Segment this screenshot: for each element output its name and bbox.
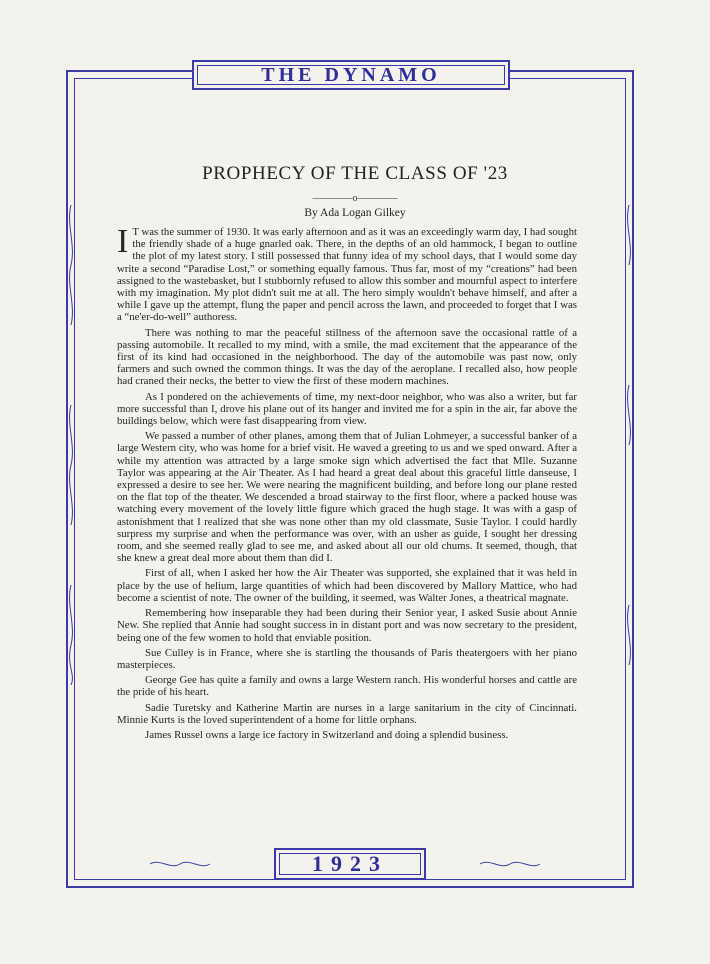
year-label: 1923	[312, 851, 388, 876]
drop-cap: I	[117, 223, 129, 260]
paragraph: First of all, when I asked her how the Air Theater was supported, she explained that it was held in place by the use of helium, large quantities of which had been discovered by Mallory Mattice, who had become a scientist of note. The owner of the building, it seemed, was Walter Jones, a theatrical magnate.	[117, 567, 577, 604]
masthead-title: THE DYNAMO	[261, 63, 441, 86]
article-body	[117, 223, 577, 744]
paragraph: George Gee has quite a family and owns a large Western ranch. His wonderful horses and cattle are the pride of his heart.	[117, 674, 577, 699]
left-border-ornament	[64, 205, 78, 685]
article-heading: PROPHECY OF THE CLASS OF '23	[202, 163, 508, 184]
paragraph: We passed a number of other planes, among them that of Julian Lohmeyer, a successful banker of a large Western city, who was home for a brief visit. He waved a greeting to us and we sped onward. After a while my attention was attracted by a large smoke sign which advertised the fact that Mlle. Suzanne Taylor was appearing at the Air Theater. As I had heard a great deal about this graceful little danseuse, I expressed a desire to see her. We were nearing the magnificent building, and before long our plane rested on the flat top of the theater. We descended a broad stairway to the first floor, where a packed house was watching every movement of the lovely little figure which graced the hugh stage. It was with a gasp of astonishment that I realized that she was none other than my old classmate, Susie Taylor. I could hardly surpress my surprise and when the performance was over, with an usher as guide, I sought her dressing room, and she seemed really glad to see me, and asked about all our old chums. It seemed, though, that she knew a great deal more about them than did I.	[117, 430, 577, 565]
paragraph: James Russel owns a large ice factory in Switzerland and doing a splendid business.	[145, 728, 509, 741]
article-byline: By Ada Logan Gilkey	[304, 207, 406, 219]
paragraph-text: T was the summer of 1930. It was early afternoon and as it was an exceedingly warm day, I had sought the friendly shade of a huge gnarled oak. There, in the depths of an old hammock, I began to outline the plot of my latest story. I still possessed that funny idea of my school days, that I would some day write a second “Paradise Lost,” or something equally famous. Thus far, most of my “creations” had been assigned to the wastebasket, but I stubbornly refused to allow this somber and mournful aspect to interfere with my imagination. My plot didn't suit me at all. The hero simply wouldn't behave himself, and after a while I gave up the attempt, flung the paper and pencil across the lawn, and proceeded to forget that I was a “ne'er-do-well” authoress.	[117, 226, 577, 324]
year-box	[274, 848, 426, 880]
paragraph: Sue Culley is in France, where she is startling the thousands of Paris theatergoers with her piano masterpieces.	[117, 646, 577, 671]
paragraph: Remembering how inseparable they had been during their Senior year, I asked Susie about Annie New. She replied that Annie had sought success in in distant port and was now secretary to the president, being one of the few women to hold that enviable position.	[117, 607, 577, 644]
paragraph: There was nothing to mar the peaceful stillness of the afternoon save the occasional rattle of a passing automobile. It recalled to my mind, with a smile, the mad excitement that the appearance of the first of its kind had occasioned in the neighborhood. The day of the automobile was past now, only farmers and such owned the common things. It was the day of the aeroplane. I recalled also, how people had craned their necks, the better to view the first of these modern machines.	[117, 326, 577, 388]
paragraph: Sadie Turetsky and Katherine Martin are nurses in a large sanitarium in the city of Cincinnati. Minnie Kurts is the loved superintendent of a home for little orphans.	[117, 701, 577, 726]
paragraph: As I pondered on the achievements of time, my next-door neighbor, who was also a writer, but far more successful than I, drove his plane out of its hanger and invited me for a spin in the air, far above the buildings below, which were fast disappearing from view.	[117, 390, 577, 428]
paragraph	[117, 223, 577, 324]
right-border-ornament	[622, 205, 636, 685]
heading-divider: ————o————	[312, 193, 398, 204]
masthead-box	[192, 60, 510, 90]
